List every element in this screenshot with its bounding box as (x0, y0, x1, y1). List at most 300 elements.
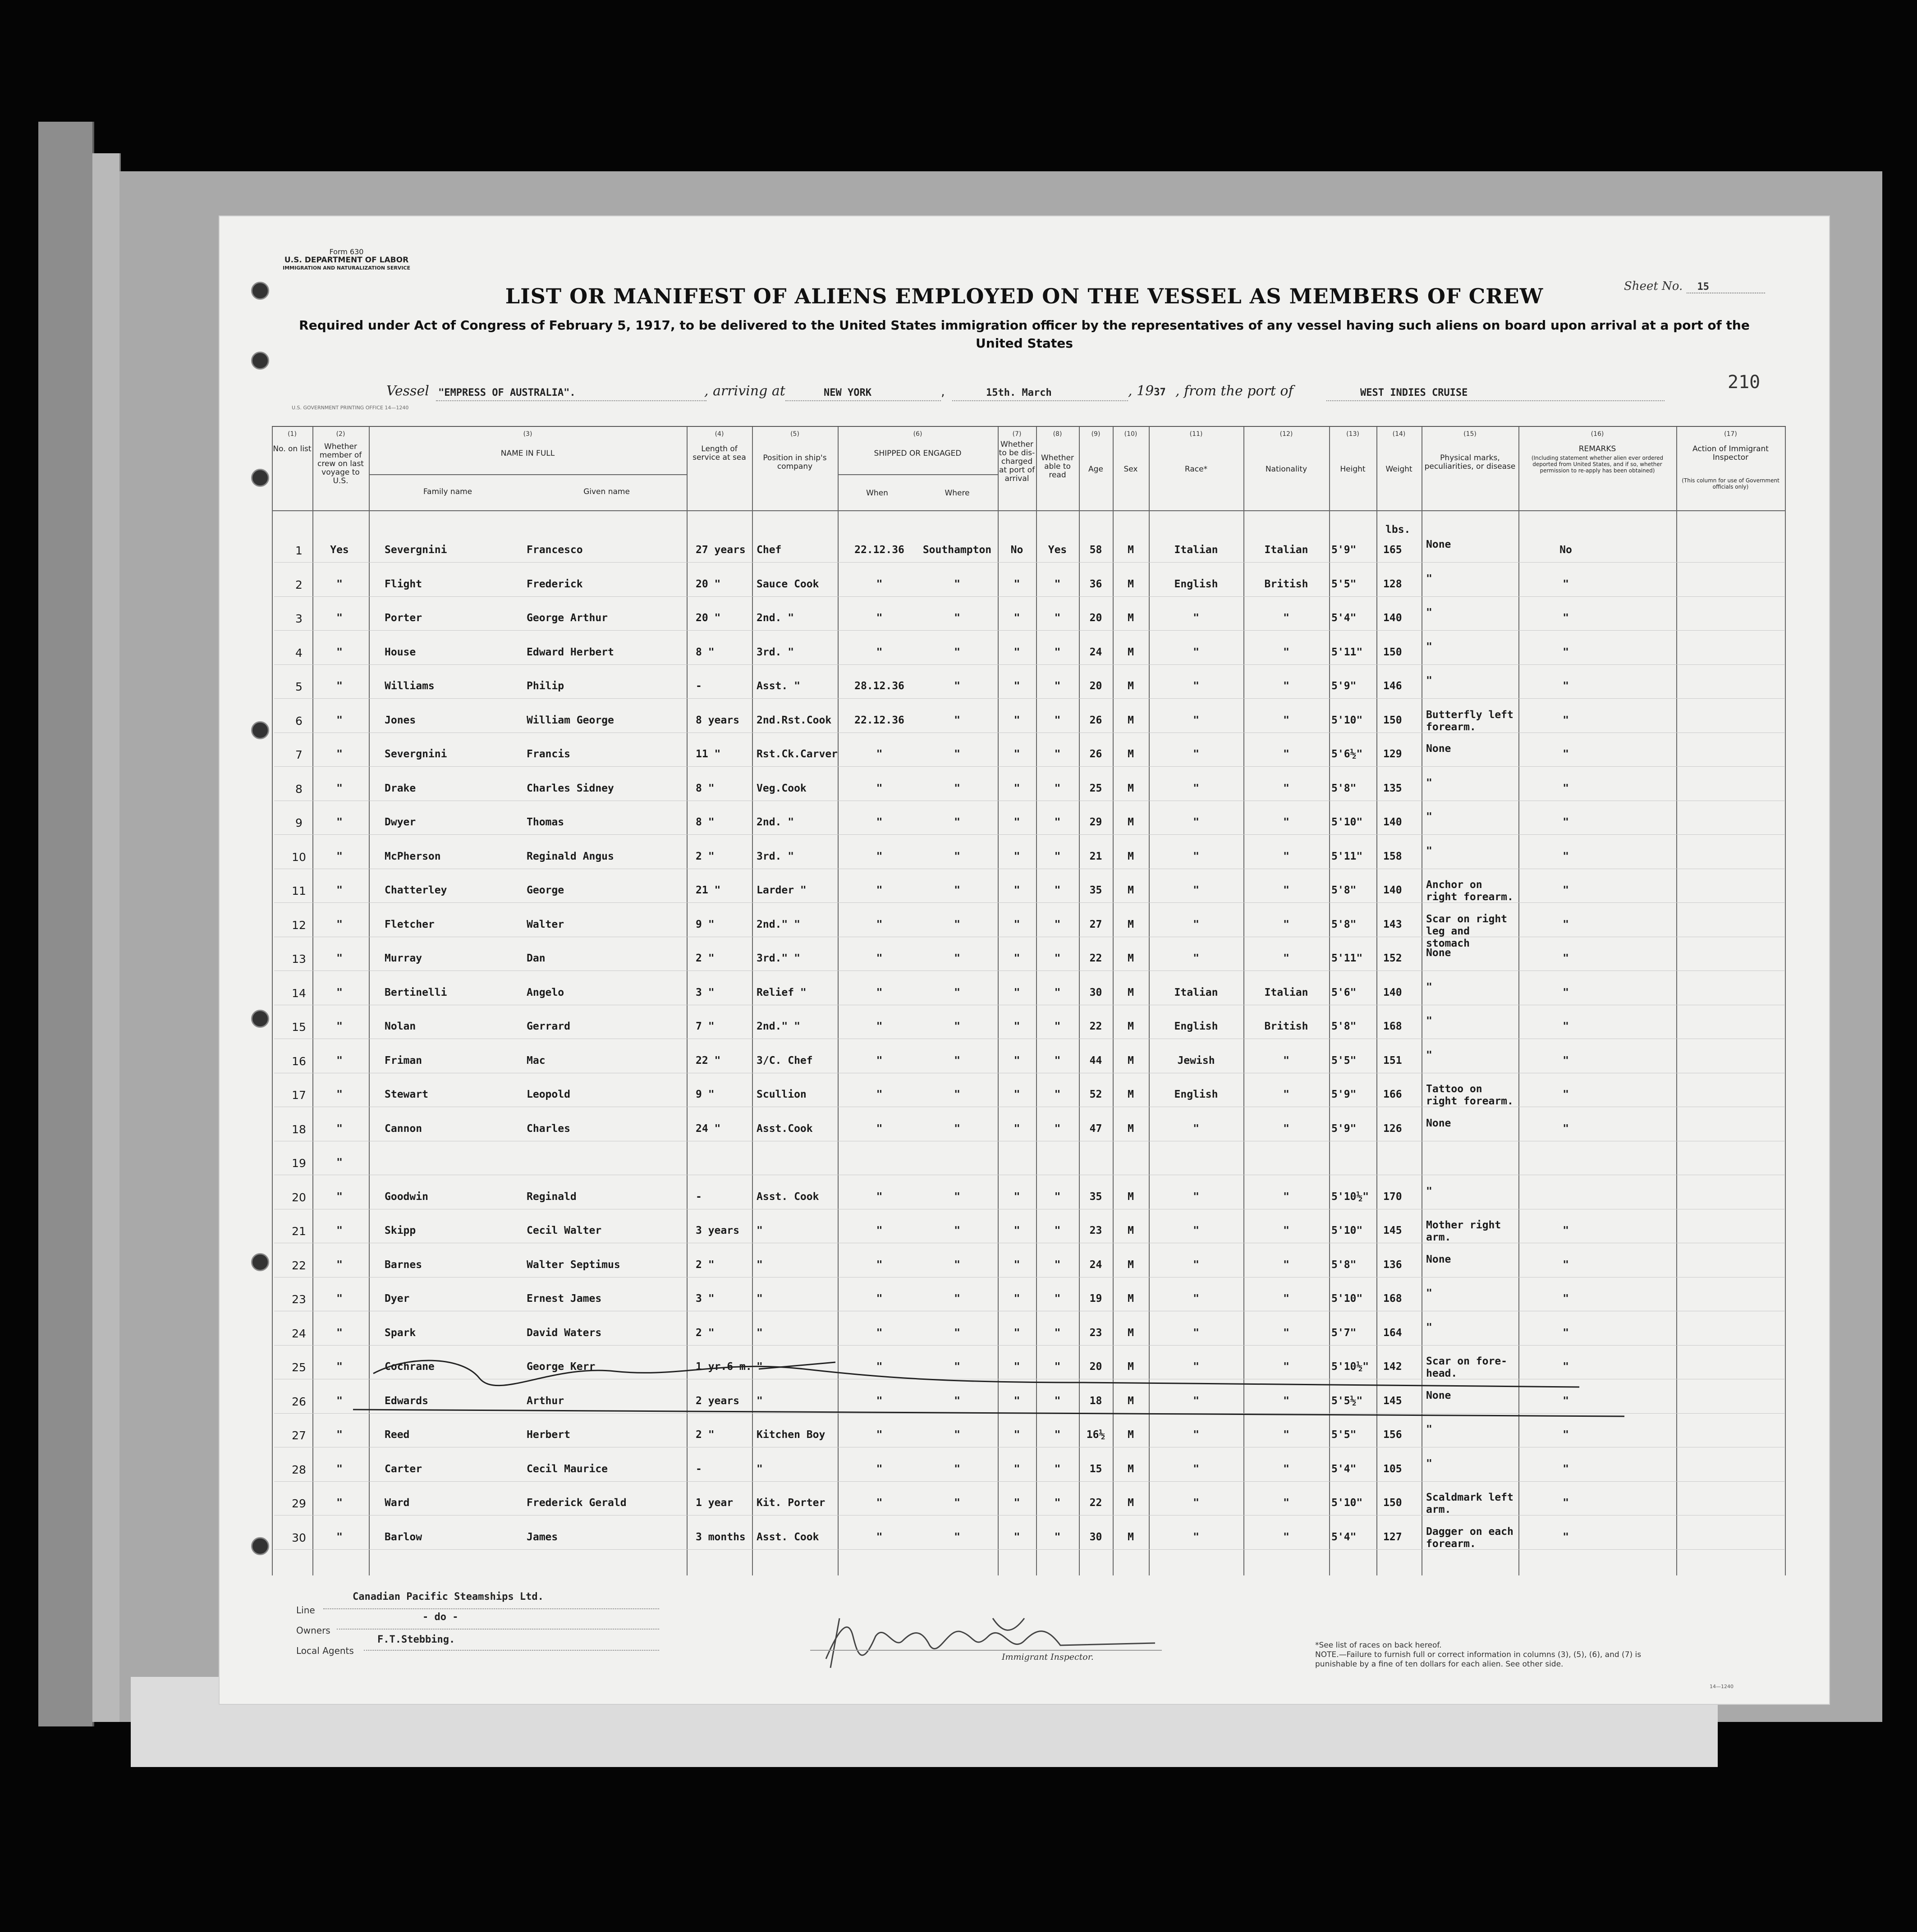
cell-sex: M (1128, 1497, 1134, 1509)
line-value: Canadian Pacific Steamships Ltd. (353, 1591, 544, 1602)
cell-shipped-when: " (876, 1531, 883, 1543)
cell-discharged: " (1014, 952, 1020, 964)
cell-shipped-when: " (876, 918, 883, 930)
header-position: Position in ship's company (763, 453, 827, 471)
cell-race: " (1193, 646, 1199, 658)
cell-physical-marks: " (1426, 1457, 1432, 1470)
line-label: Line (296, 1605, 315, 1616)
cell-no: 11 (292, 884, 306, 897)
colnum-3: (3) (523, 430, 532, 438)
cell-able-to-read: " (1054, 1054, 1061, 1067)
agents-value: F.T.Stebbing. (377, 1634, 455, 1645)
cell-remarks: " (1563, 680, 1569, 692)
cell-able-to-read: " (1054, 1259, 1061, 1271)
cell-nationality: British (1264, 578, 1308, 590)
cell-length-of-service: 24 " (696, 1122, 721, 1135)
cell-no: 24 (292, 1327, 306, 1340)
cell-no: 6 (295, 714, 303, 728)
cell-family-name: House (385, 646, 416, 658)
cell-discharged: " (1014, 1225, 1020, 1236)
cell-able-to-read: " (1054, 1361, 1061, 1373)
cell-family-name: Nolan (385, 1021, 416, 1032)
cell-height: 5'9" (1331, 680, 1357, 692)
cell-given-name: Francis (527, 748, 570, 760)
cell-physical-marks: None (1426, 1253, 1451, 1265)
cell-weight: 150 (1383, 1497, 1402, 1509)
cell-given-name: Edward Herbert (527, 646, 614, 658)
cell-weight: 143 (1383, 918, 1402, 930)
cell-given-name: Cecil Maurice (527, 1463, 608, 1475)
cell-last-voyage: " (336, 646, 343, 658)
cell-shipped-where: Southampton (922, 544, 992, 556)
cell-given-name: Francesco (527, 544, 583, 556)
page-subtitle: Required under Act of Congress of February 5, 1917, to be delivered to the United States immigration officer by the representatives of any vessel having such aliens on board upon arrival at a port of the United States (299, 318, 1750, 351)
cell-position: " (757, 1259, 763, 1271)
cell-race: " (1193, 714, 1199, 726)
colnum-8: (8) (1053, 430, 1062, 438)
cell-remarks: " (1563, 1021, 1569, 1032)
cell-able-to-read: " (1054, 1531, 1061, 1543)
cell-given-name: Dan (527, 952, 546, 964)
cell-given-name: Walter Septimus (527, 1259, 620, 1271)
sheet-value: 15 (1687, 281, 1765, 293)
cell-nationality: " (1283, 952, 1289, 964)
cell-family-name: Friman (385, 1054, 422, 1067)
cell-height: 5'9" (1331, 544, 1357, 556)
cell-weight: 151 (1383, 1054, 1402, 1067)
cell-age: 27 (1089, 918, 1102, 930)
cell-remarks: " (1563, 1497, 1569, 1509)
cell-age: 58 (1089, 544, 1102, 556)
cell-shipped-when: " (876, 1021, 883, 1032)
cell-given-name: Ernest James (527, 1293, 602, 1305)
cell-able-to-read: " (1054, 1327, 1061, 1339)
cell-position: " (757, 1225, 763, 1236)
agents-label: Local Agents (296, 1645, 354, 1656)
cell-physical-marks: " (1426, 572, 1432, 585)
cell-nationality: " (1283, 1089, 1289, 1100)
header-no-on-list: No. on list (273, 444, 312, 453)
cell-position: Veg.Cook (757, 782, 807, 794)
cell-able-to-read: " (1054, 816, 1061, 828)
colnum-10: (10) (1124, 430, 1137, 438)
cell-shipped-when: " (876, 1054, 883, 1067)
cell-shipped-where: " (954, 714, 960, 726)
cell-weight: 136 (1383, 1259, 1402, 1271)
cell-last-voyage: " (336, 918, 343, 930)
cell-physical-marks: None (1426, 539, 1451, 550)
cell-no: 30 (292, 1531, 306, 1544)
cell-age: 35 (1089, 884, 1102, 896)
cell-age: 20 (1089, 680, 1102, 692)
cell-shipped-where: " (954, 1021, 960, 1032)
cell-weight: 140 (1383, 816, 1402, 828)
form-number: Form 630 (329, 247, 364, 256)
cell-length-of-service: 9 " (696, 1089, 715, 1100)
cell-no: 7 (295, 748, 303, 761)
cell-last-voyage: " (336, 1327, 343, 1339)
cell-given-name: Mac (527, 1054, 546, 1067)
cell-family-name: Barlow (385, 1531, 422, 1543)
cell-last-voyage: " (336, 986, 343, 998)
department-name: U.S. DEPARTMENT OF LABOR (284, 256, 409, 265)
cell-race: " (1193, 680, 1199, 692)
cell-discharged: " (1014, 1089, 1020, 1100)
cell-discharged: " (1014, 782, 1020, 794)
cell-sex: M (1128, 1259, 1134, 1271)
cell-physical-marks: Scar on right leg and stomach (1426, 913, 1508, 949)
cell-family-name: Williams (385, 680, 435, 692)
cell-weight: 156 (1383, 1429, 1402, 1441)
cell-shipped-where: " (954, 952, 960, 964)
cell-no: 13 (292, 952, 306, 966)
cell-age: 47 (1089, 1122, 1102, 1135)
header-shipped-engaged: SHIPPED OR ENGAGED (874, 449, 962, 458)
cell-given-name: Reginald (527, 1190, 577, 1203)
colnum-1: (1) (288, 430, 297, 438)
binder-edge (38, 122, 94, 1726)
colnum-16: (16) (1591, 430, 1604, 438)
cell-length-of-service: 20 " (696, 578, 721, 590)
cell-age: 22 (1089, 1497, 1102, 1509)
cell-length-of-service: 1 year (696, 1497, 734, 1509)
cell-sex: M (1128, 748, 1134, 760)
cell-position: Rst.Ck.Carver (757, 748, 838, 760)
cell-race: " (1193, 1463, 1199, 1475)
cell-height: 5'6" (1331, 986, 1357, 998)
cell-race: " (1193, 1395, 1199, 1407)
cell-weight: 170 (1383, 1190, 1402, 1203)
cell-family-name: Cannon (385, 1122, 422, 1135)
cell-discharged: " (1014, 1021, 1020, 1032)
cell-race: Italian (1174, 986, 1218, 998)
cell-family-name: Cochrane (385, 1361, 435, 1373)
cell-weight: 150 (1383, 714, 1402, 726)
cell-nationality: " (1283, 850, 1289, 862)
cell-remarks: " (1563, 1361, 1569, 1373)
cell-discharged: " (1014, 1259, 1020, 1271)
cell-height: 5'10" (1331, 1293, 1363, 1305)
cell-no: 26 (292, 1395, 306, 1408)
cell-weight: 128 (1383, 578, 1402, 590)
cell-discharged: " (1014, 1361, 1020, 1373)
cell-nationality: Italian (1264, 986, 1308, 998)
cell-last-voyage: " (336, 952, 343, 964)
cell-shipped-where: " (954, 1089, 960, 1100)
cell-nationality: " (1283, 1463, 1289, 1475)
cell-shipped-when: " (876, 1497, 883, 1509)
cell-no: 27 (292, 1429, 306, 1442)
cell-discharged: " (1014, 1054, 1020, 1067)
cell-length-of-service: 3 " (696, 1293, 715, 1305)
cell-shipped-where: " (954, 816, 960, 828)
page-title: LIST OR MANIFEST OF ALIENS EMPLOYED ON THE VESSEL AS MEMBERS OF CREW (505, 284, 1544, 308)
punch-hole (251, 721, 269, 739)
cell-shipped-when: " (876, 1293, 883, 1305)
cell-last-voyage: " (336, 1122, 343, 1135)
cell-able-to-read: " (1054, 748, 1061, 760)
cell-shipped-when: " (876, 1361, 883, 1373)
cell-able-to-read: " (1054, 952, 1061, 964)
cell-weight: 127 (1383, 1531, 1402, 1543)
cell-shipped-when: " (876, 612, 883, 624)
cell-family-name: Dyer (385, 1293, 410, 1305)
colnum-7: (7) (1012, 430, 1022, 438)
cell-shipped-when: " (876, 578, 883, 590)
cell-remarks: " (1563, 1463, 1569, 1475)
cell-physical-marks: Mother right arm. (1426, 1219, 1501, 1243)
cell-no: 12 (292, 918, 306, 932)
cell-sex: M (1128, 1327, 1134, 1339)
colnum-14: (14) (1392, 430, 1406, 438)
cell-position: Scullion (757, 1089, 807, 1100)
cell-position: Relief " (757, 986, 807, 998)
cell-race: English (1174, 1089, 1218, 1100)
cell-length-of-service: 2 " (696, 952, 715, 964)
cell-no: 3 (295, 612, 303, 625)
cell-height: 5'11" (1331, 646, 1363, 658)
cell-no: 17 (292, 1089, 306, 1102)
cell-family-name: Bertinelli (385, 986, 447, 998)
cell-age: 25 (1089, 782, 1102, 794)
cell-sex: M (1128, 1122, 1134, 1135)
cell-race: " (1193, 850, 1199, 862)
cell-height: 5'10" (1331, 1497, 1363, 1509)
cell-sex: M (1128, 1190, 1134, 1203)
cell-shipped-when: " (876, 1225, 883, 1236)
cell-shipped-where: " (954, 884, 960, 896)
cell-given-name: Angelo (527, 986, 564, 998)
cell-family-name: Stewart (385, 1089, 428, 1100)
cell-last-voyage: " (336, 1089, 343, 1100)
cell-given-name: David Waters (527, 1327, 602, 1339)
cell-last-voyage: " (336, 782, 343, 794)
cell-physical-marks: " (1426, 1185, 1432, 1197)
cell-no: 9 (295, 816, 303, 829)
cell-sex: M (1128, 782, 1134, 794)
cell-last-voyage: Yes (330, 544, 349, 556)
cell-shipped-where: " (954, 850, 960, 862)
cell-last-voyage: " (336, 578, 343, 590)
cell-age: 22 (1089, 1021, 1102, 1032)
cell-weight: 126 (1383, 1122, 1402, 1135)
cell-shipped-where: " (954, 1463, 960, 1475)
cell-no: 22 (292, 1259, 306, 1272)
cell-last-voyage: " (336, 1157, 343, 1168)
cell-discharged: " (1014, 1327, 1020, 1339)
cell-position: 3rd." " (757, 952, 800, 964)
cell-race: " (1193, 1259, 1199, 1271)
owners-label: Owners (296, 1625, 330, 1636)
cell-shipped-where: " (954, 1327, 960, 1339)
cell-position: Sauce Cook (757, 578, 819, 590)
cell-given-name: Gerrard (527, 1021, 570, 1032)
cell-physical-marks: Butterfly left forearm. (1426, 709, 1513, 733)
cell-last-voyage: " (336, 748, 343, 760)
cell-discharged: " (1014, 612, 1020, 624)
cell-position: 3rd. " (757, 646, 794, 658)
cell-able-to-read: " (1054, 986, 1061, 998)
punch-hole (251, 1010, 269, 1028)
inspector-label: Immigrant Inspector. (1002, 1652, 1094, 1662)
cell-last-voyage: " (336, 1497, 343, 1509)
cell-position: 3/C. Chef (757, 1054, 813, 1067)
header-race: Race* (1184, 465, 1208, 474)
cell-age: 20 (1089, 1361, 1102, 1373)
cell-shipped-when: " (876, 816, 883, 828)
cell-last-voyage: " (336, 1259, 343, 1271)
colnum-11: (11) (1189, 430, 1203, 438)
cell-last-voyage: " (336, 1361, 343, 1373)
cell-remarks: " (1563, 714, 1569, 726)
cell-age: 21 (1089, 850, 1102, 862)
cell-discharged: No (1010, 544, 1023, 556)
cell-family-name: Porter (385, 612, 422, 624)
cell-sex: M (1128, 986, 1134, 998)
row20-strike (353, 1410, 1624, 1416)
cell-nationality: " (1283, 1054, 1289, 1067)
cell-length-of-service: 2 years (696, 1395, 739, 1407)
cell-able-to-read: " (1054, 1429, 1061, 1441)
cell-shipped-where: " (954, 1122, 960, 1135)
cell-position: Asst. Cook (757, 1190, 819, 1203)
cell-shipped-when: " (876, 1395, 883, 1407)
cell-height: 5'10½" (1331, 1361, 1369, 1373)
cell-shipped-where: " (954, 1225, 960, 1236)
header-last-voyage: Whether member of crew on last voyage to U.S. (317, 442, 364, 485)
cell-nationality: " (1283, 680, 1289, 692)
cell-given-name: Leopold (527, 1089, 570, 1100)
arriving-line (785, 400, 941, 401)
header-where: Where (945, 489, 970, 498)
cell-race: English (1174, 1021, 1218, 1032)
cell-sex: M (1128, 1463, 1134, 1475)
cell-height: 5'9" (1331, 1122, 1357, 1135)
cell-position: 3rd. " (757, 850, 794, 862)
footnote (1315, 1641, 1676, 1669)
cell-length-of-service: - (696, 1190, 702, 1203)
cell-height: 5'5" (1331, 1054, 1357, 1067)
cell-weight: 140 (1383, 986, 1402, 998)
cell-race: " (1193, 1531, 1199, 1543)
cell-remarks: " (1563, 1395, 1569, 1407)
cell-discharged: " (1014, 1429, 1020, 1441)
cell-height: 5'5½" (1331, 1395, 1363, 1407)
cell-shipped-when: " (876, 782, 883, 794)
cell-height: 5'10½" (1331, 1190, 1369, 1203)
cell-able-to-read: " (1054, 1395, 1061, 1407)
cell-given-name: Charles (527, 1122, 570, 1135)
header-action-inspector: Action of Immigrant Inspector (1692, 444, 1769, 462)
header-family-name: Family name (423, 487, 472, 496)
punch-hole (251, 352, 269, 370)
cell-shipped-where: " (954, 986, 960, 998)
cell-length-of-service: 8 " (696, 646, 715, 658)
cell-race: " (1193, 816, 1199, 828)
cell-age: 18 (1089, 1395, 1102, 1407)
cell-race: " (1193, 748, 1199, 760)
header-age: Age (1088, 465, 1103, 474)
cell-nationality: " (1283, 1327, 1289, 1339)
cell-able-to-read: " (1054, 884, 1061, 896)
cell-sex: M (1128, 646, 1134, 658)
cell-remarks: " (1563, 748, 1569, 760)
cell-no: 28 (292, 1463, 306, 1476)
cell-shipped-where: " (954, 1361, 960, 1373)
cell-shipped-when: " (876, 646, 883, 658)
cell-nationality: " (1283, 884, 1289, 896)
cell-length-of-service: 3 years (696, 1225, 739, 1236)
cell-remarks: " (1563, 646, 1569, 658)
cell-position: 2nd. " (757, 816, 794, 828)
header-when: When (866, 489, 888, 498)
cell-nationality: " (1283, 714, 1289, 726)
cell-age: 23 (1089, 1327, 1102, 1339)
cell-position: Larder " (757, 884, 807, 896)
cell-physical-marks: " (1426, 1424, 1432, 1435)
cell-age: 24 (1089, 1259, 1102, 1271)
cell-height: 5'4" (1331, 612, 1357, 624)
cell-sex: M (1128, 884, 1134, 896)
owners-underline (337, 1629, 659, 1630)
cell-last-voyage: " (336, 1395, 343, 1407)
header-length-of-service: Length of service at sea (693, 444, 746, 462)
cell-remarks: " (1563, 986, 1569, 998)
cell-family-name: Flight (385, 578, 422, 590)
cell-discharged: " (1014, 578, 1020, 590)
cell-position: 2nd." " (757, 918, 800, 930)
cell-able-to-read: Yes (1048, 544, 1067, 556)
cell-able-to-read: " (1054, 612, 1061, 624)
colnum-2: (2) (336, 430, 345, 438)
colnum-12: (12) (1280, 430, 1293, 438)
cell-weight: 129 (1383, 748, 1402, 760)
cell-height: 5'10" (1331, 816, 1363, 828)
cell-remarks: " (1563, 1293, 1569, 1305)
cell-sex: M (1128, 1225, 1134, 1236)
cell-last-voyage: " (336, 1531, 343, 1543)
cell-age: 26 (1089, 748, 1102, 760)
cell-shipped-when: " (876, 986, 883, 998)
cell-position: Asst. " (757, 680, 800, 692)
cell-remarks: " (1563, 1089, 1569, 1100)
cell-physical-marks: " (1426, 607, 1432, 618)
cell-sex: M (1128, 1429, 1134, 1441)
cell-weight: 146 (1383, 680, 1402, 692)
header-sex: Sex (1124, 465, 1138, 474)
cell-no: 10 (292, 850, 306, 864)
cell-height: 5'8" (1331, 918, 1357, 930)
cell-shipped-where: " (954, 578, 960, 590)
cell-length-of-service: 20 " (696, 612, 721, 624)
cell-length-of-service: 27 years (696, 544, 746, 556)
cell-last-voyage: " (336, 1190, 343, 1203)
cell-sex: M (1128, 714, 1134, 726)
cell-physical-marks: Tattoo on right forearm. (1426, 1083, 1513, 1107)
service-name: IMMIGRATION AND NATURALIZATION SERVICE (283, 265, 411, 271)
cell-age: 23 (1089, 1225, 1102, 1236)
cell-height: 5'8" (1331, 1259, 1357, 1271)
cell-able-to-read: " (1054, 1122, 1061, 1135)
line-underline (323, 1608, 659, 1609)
cell-given-name: Charles Sidney (527, 782, 614, 794)
cell-weight: 140 (1383, 884, 1402, 896)
year-label: , 1937 (1128, 383, 1166, 399)
cell-age: 30 (1089, 986, 1102, 998)
cell-weight: 166 (1383, 1089, 1402, 1100)
cell-age: 15 (1089, 1463, 1102, 1475)
cell-sex: M (1128, 1361, 1134, 1373)
